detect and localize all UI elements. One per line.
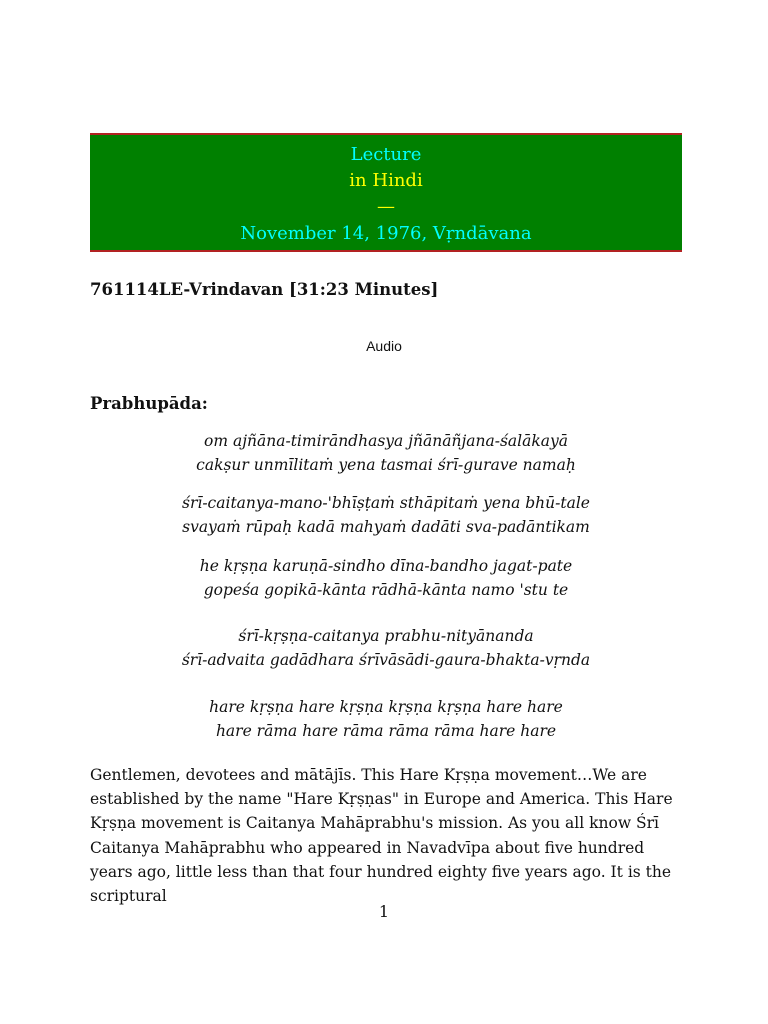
verse-line: hare kṛṣṇa hare kṛṣṇa kṛṣṇa kṛṣṇa hare hare xyxy=(209,698,563,716)
verse-line: śrī-kṛṣṇa-caitanya prabhu-nityānanda xyxy=(238,627,534,645)
banner-dash: — xyxy=(377,196,395,217)
recording-code: 761114LE-Vrindavan [31:23 Minutes] xyxy=(90,280,439,299)
verse-block xyxy=(90,429,682,743)
banner-language: in Hindi xyxy=(349,170,423,191)
verse-line: gopeśa gopikā-kānta rādhā-kānta namo 'stu te xyxy=(203,581,569,599)
verse-line: cakṣur unmīlitaṁ yena tasmai śrī-gurave namaḥ xyxy=(196,456,576,474)
verse-line: śrī-advaita gadādhara śrīvāsādi-gaura-bhakta-vṛnda xyxy=(181,651,591,669)
verse-line: he kṛṣṇa karuṇā-sindho dīna-bandho jagat-pate xyxy=(199,557,573,575)
verse-1 xyxy=(90,429,682,477)
verse-line: svayaṁ rūpaḥ kadā mahyaṁ dadāti sva-padāntikam xyxy=(182,518,590,536)
verse-3 xyxy=(90,554,682,602)
banner-date-place: November 14, 1976, Vṛndāvana xyxy=(240,223,532,244)
verse-5 xyxy=(90,695,682,743)
verse-4 xyxy=(90,624,682,672)
verse-2 xyxy=(90,491,682,539)
page-number: 1 xyxy=(378,902,390,921)
verse-line: hare rāma hare rāma rāma rāma hare hare xyxy=(215,722,557,740)
title-banner xyxy=(90,133,682,252)
verse-line: śrī-caitanya-mano-'bhīṣṭaṁ sthāpitaṁ yena bhū-tale xyxy=(182,494,590,512)
verse-line: om ajñāna-timirāndhasya jñānāñjana-śalākayā xyxy=(204,432,568,450)
body-paragraph: Gentlemen, devotees and mātājīs. This Hare Kṛṣṇa movement…We are established by the name "Hare Kṛṣṇas" in Europe and America. This Hare Kṛṣṇa movement is Caitanya Mahāprabhu's mission. As you all know Śrī Caitanya Mahāprabhu who appeared in Navadvīpa about five hundred years ago, little less than that four hundred eighty five years ago. It is the scriptural xyxy=(90,766,673,906)
banner-title: Lecture xyxy=(350,144,422,165)
audio-player-label[interactable]: Audio xyxy=(366,338,402,354)
speaker-name: Prabhupāda: xyxy=(90,394,208,413)
